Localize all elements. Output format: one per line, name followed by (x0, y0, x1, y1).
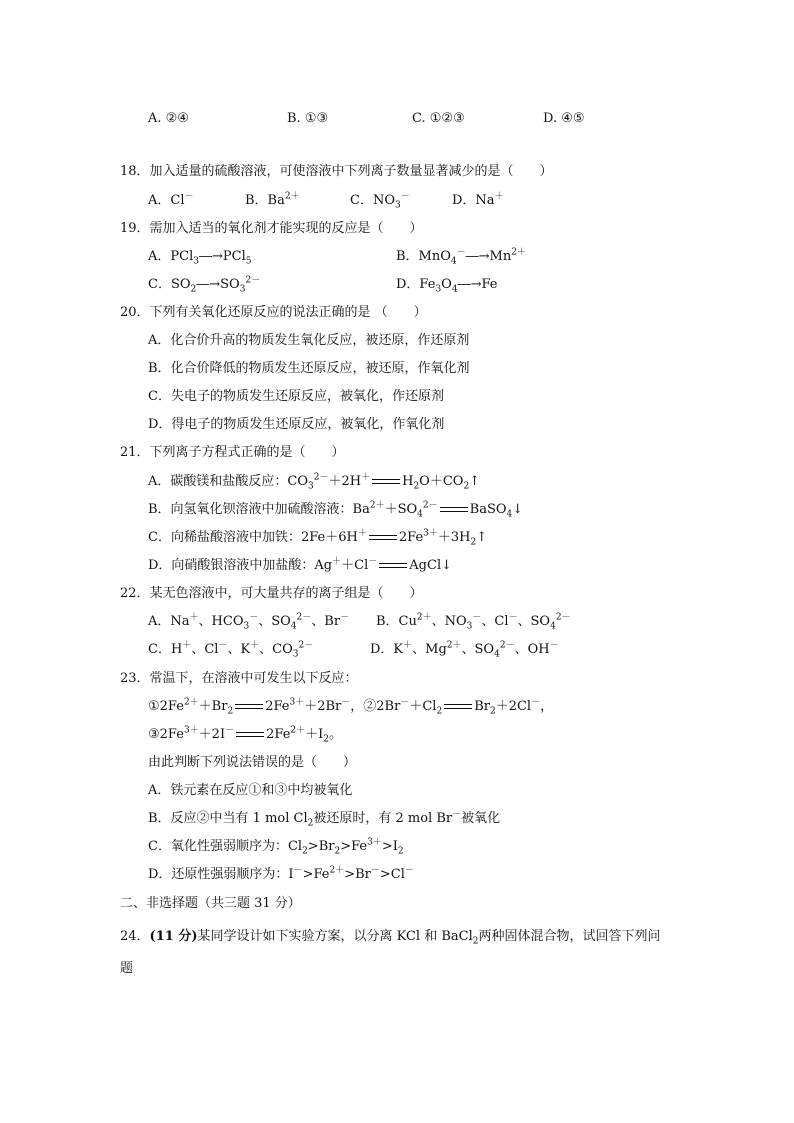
equals-sign-icon (369, 535, 397, 540)
q23-stem: 23．常温下，在溶液中可发生以下反应： (120, 671, 358, 686)
q17-option-d: D. ④⑤ (543, 111, 585, 126)
q24-text-continued: 题 (120, 961, 134, 976)
q21-option-d: D．向硝酸银溶液中加盐酸：Ag＋＋Cl－ AgCl↓ (148, 556, 452, 573)
q23-reactions-line2: $③2Fe^{3+}+2I^-$ $2Fe^{2+}+I_2$。 (148, 725, 343, 745)
q17-option-a: A. ②④ (148, 111, 189, 126)
q22-option-c: C．H＋、Cl－、K＋、$CO_3^{2-}$ (148, 640, 314, 660)
equals-sign-icon (444, 704, 472, 709)
q23-option-a: A．铁元素在反应①和③中均被氧化 (148, 783, 353, 798)
q21-option-c: C．向稀盐酸溶液中加铁：2Fe＋6H＋ $2Fe^{3+}+3H_2↑$ (148, 528, 488, 548)
q21-option-a: A．碳酸镁和盐酸反应：$CO_3^{2-}+2H^+$ $H_2O+CO_2↑$ (148, 472, 481, 492)
equals-sign-icon (440, 507, 468, 512)
q19-option-b: B．$MnO_4^-―\to Mn^{2+}$ (396, 247, 526, 267)
q20-stem: 20．下列有关氧化还原反应的说法正确的是 （ ） (120, 305, 427, 320)
q23-judge: 由此判断下列说法错误的是（ ） (148, 755, 357, 770)
q22-stem: 22．某无色溶液中，可大量共存的离子组是（ ） (120, 586, 423, 601)
equals-sign-icon (379, 563, 407, 568)
q23-option-c: C．氧化性强弱顺序为：$Cl_2>Br_2>Fe^{3+}>I_2$ (148, 837, 404, 857)
equals-sign-icon (235, 704, 263, 709)
q24-text: 24．(11 分)某同学设计如下实验方案，以分离 KCl 和 BaCl$_2$两种固体混合物，试回答下列问 (120, 929, 661, 947)
q23-option-d: D．还原性强弱顺序为：$I^->Fe^{2+}>Br^->Cl^-$ (148, 865, 414, 882)
q18-stem: 18．加入适量的硫酸溶液，可使溶液中下列离子数量显著减少的是（ ） (120, 164, 553, 179)
q18-option-d: D．Na＋ (452, 191, 504, 208)
q19-option-a: A．PCl$_3$―→PCl$_5$ (148, 249, 252, 267)
q19-option-d: D．$Fe_3O_4―\to Fe$ (396, 277, 498, 295)
q21-option-b: B．向氢氧化钡溶液中加硫酸溶液：$Ba^{2+}+SO_4^{2-}$ BaSO$_4$↓ (148, 500, 524, 520)
q21-stem: 21．下列离子方程式正确的是（ ） (120, 445, 345, 460)
q19-option-c: C．$SO_2―\to SO_3^{2-}$ (148, 275, 261, 295)
q19-stem: 19．需加入适当的氧化剂才能实现的反应是（ ） (120, 221, 423, 236)
q17-option-b: B. ①③ (287, 111, 329, 126)
q18-option-a: A．Cl－ (148, 191, 194, 208)
q22-option-b: B．$Cu^{2+}$、$NO_3^-$、Cl－、$SO_4^{2-}$ (376, 612, 571, 632)
equals-sign-icon (372, 479, 400, 484)
section2-title: 二、非选择题（共三题 31 分） (120, 896, 301, 911)
q20-option-b: B．化合价降低的物质发生还原反应，被还原，作氧化剂 (148, 361, 470, 376)
q22-option-a: A．Na＋、$HCO_3^-$、$SO_4^{2-}$、Br－ (148, 612, 350, 632)
q18-option-b: B．$Ba^{2+}$ (245, 191, 300, 208)
q17-option-c: C. ①②③ (412, 111, 465, 126)
q20-option-a: A．化合价升高的物质发生氧化反应，被还原，作还原剂 (148, 333, 470, 348)
equals-sign-icon (236, 732, 264, 737)
q18-option-c: C．$NO_3^-$ (350, 191, 410, 211)
q22-option-d: D．K＋、$Mg^{2+}$、$SO_4^{2-}$、OH－ (370, 640, 559, 660)
q23-option-b: B．反应②中当有 1 mol $Cl_2$被还原时，有 2 mol Br－被氧化 (148, 809, 501, 829)
q23-reactions-line1: $①2Fe^{2+}+Br_2$ $2Fe^{3+}+2Br^-$，$②2Br^-+Cl_2$ $Br_2+2Cl^-$， (148, 697, 554, 717)
q20-option-c: C．失电子的物质发生还原反应，被氧化，作还原剂 (148, 389, 444, 404)
q20-option-d: D．得电子的物质发生还原反应，被氧化，作氧化剂 (148, 417, 445, 432)
